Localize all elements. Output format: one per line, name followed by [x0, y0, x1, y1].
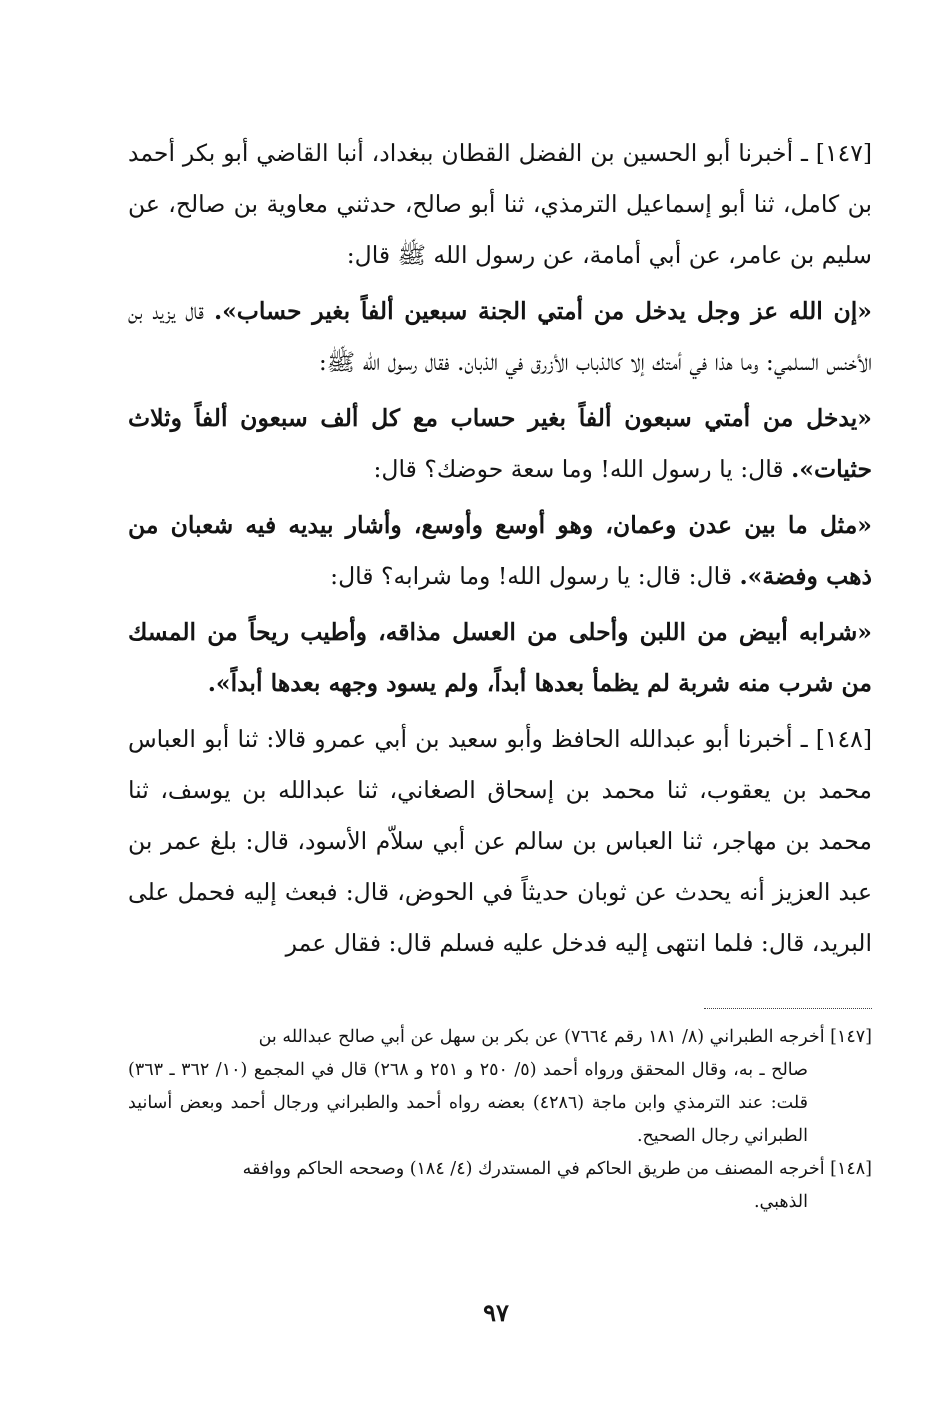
paragraph-hadith-2 — [128, 393, 872, 495]
footnote-rest-147: صالح ـ به، وقال المحقق ورواه أحمد (٥/ ٢٥٠ و ٢٥١ و ٢٦٨) قال في المجمع (١٠/ ٣٦٢ ـ ٣٦٣) قلت: عند الترمذي وابن ماجة (٤٢٨٦) بعضه رواه أحمد والطبراني ورجال أحمد وبعض أسانيد الطبراني رجال الصحيح. — [128, 1060, 808, 1146]
paragraph-hadith-1 — [128, 286, 872, 388]
footnote-147 — [128, 1021, 872, 1153]
isnad-text-147: أخبرنا أبو الحسين بن الفضل القطان ببغداد، أنبا القاضي أبو بكر أحمد بن كامل، ثنا أبو إسماعيل الترمذي، ثنا أبو صالح، حدثني معاوية بن صالح، عن سليم بن عامر، عن أبي أمامة، عن رسول الله ﷺ قال: — [128, 139, 872, 269]
page-number: ٩٧ — [483, 1298, 509, 1327]
paragraph-hadith-3 — [128, 500, 872, 602]
narration-text-1: قال يزيد بن الأخنس السلمي: وما هذا في أمتك إلا كالذباب الأزرق في الذبان. فقال رسول الله ﷺ: — [128, 297, 872, 376]
narration-text-3: قال: قال: يا رسول الله! وما شرابه؟ قال: — [330, 562, 732, 590]
book-page — [128, 128, 872, 1327]
footnote-ref-148: [١٤٨] — [830, 1159, 872, 1179]
paragraph-147 — [128, 128, 872, 281]
paragraph-hadith-4 — [128, 607, 872, 709]
hadith-matn-1: «إن الله عز وجل يدخل من أمتي الجنة سبعين ألفاً بغير حساب». — [213, 297, 872, 325]
footnote-line1-147: أخرجه الطبراني (٨/ ١٨١ رقم ٧٦٦٤) عن بكر بن سهل عن أبي صالح عبدالله بن — [258, 1027, 825, 1047]
footnotes — [128, 1021, 872, 1219]
footnote-ref-147: [١٤٧] — [830, 1027, 872, 1047]
hadith-matn-3: «مثل ما بين عدن وعمان، وهو أوسع وأوسع، وأشار بيديه فيه شعبان من ذهب وفضة». — [128, 511, 872, 590]
narration-text-2: قال: يا رسول الله! وما سعة حوضك؟ قال: — [373, 455, 784, 483]
hadith-number-148: [١٤٨] ـ — [800, 725, 872, 753]
footnote-rest-148: الذهبي. — [753, 1192, 808, 1212]
hadith-matn-4: «شرابه أبيض من اللبن وأحلى من العسل مذاقه، وأطيب ريحاً من المسك من شرب منه شربة لم يظمأ بعدها أبداً، ولم يسود وجهه بعدها أبداً». — [128, 618, 872, 697]
footnote-148 — [128, 1153, 872, 1219]
hadith-matn-2: «يدخل من أمتي سبعون ألفاً بغير حساب مع كل ألف سبعون ألفاً وثلاث حثيات». — [128, 404, 872, 483]
isnad-text-148: أخبرنا أبو عبدالله الحافظ وأبو سعيد بن أبي عمرو قالا: ثنا أبو العباس محمد بن يعقوب، ثنا محمد بن إسحاق الصغاني، ثنا عبدالله بن يوسف، ثنا محمد بن مهاجر، ثنا العباس بن سالم عن أبي سلاّم الأسود، قال: بلغ عمر بن عبد العزيز أنه يحدث عن ثوبان حديثاً في الحوض، قال: فبعث إليه فحمل على البريد، قال: فلما انتهى إليه فدخل عليه فسلم قال: فقال عمر — [128, 725, 872, 957]
hadith-number-147: [١٤٧] ـ — [801, 139, 872, 167]
paragraph-148 — [128, 714, 872, 969]
footnote-line1-148: أخرجه المصنف من طريق الحاكم في المستدرك (٤/ ١٨٤) وصححه الحاكم ووافقه — [242, 1159, 825, 1179]
footnote-separator — [704, 1008, 872, 1009]
